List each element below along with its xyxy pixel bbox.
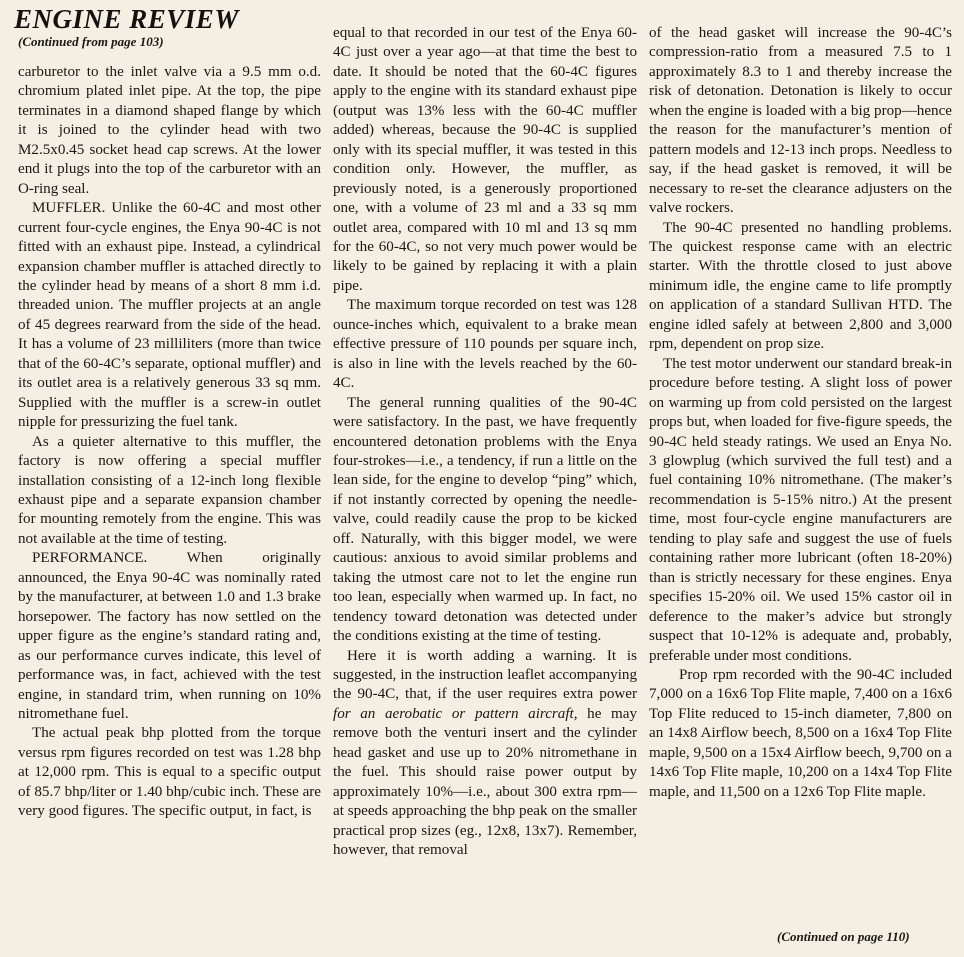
paragraph-warning [333, 647, 637, 861]
paragraph: The 90-4C presented no handling problems. The quickest response came with an electric starter. With the throttle closed to just above minimum idle, the engine came to life promptly on application of a standard Sullivan HTD. The engine idled safely at between 2,800 and 3,000 rpm, dependent on prop size. [649, 219, 952, 353]
paragraph: The test motor underwent our standard break-in procedure before testing. A slight loss of power on warming up from cold persisted on the largest props but, when loaded for five-figure speeds, the 90-4C held steady ratings. We used an Enya No. 3 glowplug (which survived the full test) and a fuel containing 10% nitromethane. (The maker’s recommendation is 5-15% nitro.) At the present time, most four-cycle engine manufacturers are tending to play safe and suggest the use of fuels containing rather more lubricant (often 18-20%) than is strictly necessary for these engines. Enya specifies 15-20% oil. We used 15% castor oil in deference to the maker’s advice but strongly suspect that 10-12% is adequate and, probably, preferable under most conditions. [649, 355, 952, 664]
paragraph-muffler: MUFFLER. Unlike the 60-4C and most other current four-cycle engines, the Enya 90-4C is not fitted with an exhaust pipe. Instead, a cylindrical expansion chamber muffler is attached directly to the cylinder head by means of a short 8 mm i.d. threaded union. The muffler projects at an angle of 45 degrees rearward from the side of the head. It has a volume of 23 milliliters (more than twice that of the 60-4C’s separate, optional muffler) and its outlet area is a relatively generous 33 sq mm. Supplied with the muffler is a screw-in outlet nipple for pressurizing the fuel tank. [18, 200, 321, 431]
article-title: ENGINE REVIEW [14, 4, 239, 34]
article-header [14, 4, 324, 49]
column-1 [18, 63, 321, 822]
paragraph: of the head gasket will increase the 90-4C’s compression-ratio from a measured 7.5 to 1 approximately 8.3 to 1 and thereby increase the risk of detonation. Detonation is likely to occur when the engine is loaded with a big prop—hence the reason for the manufacturer’s mention of pattern models and 12-13 inch props. Needless to say, if the head gasket is removed, it will be necessary to re-set the clearance adjusters on the valve rockers. [649, 25, 952, 217]
paragraph: The general running qualities of the 90-4C were satisfactory. In the past, we have frequently encountered detonation problems with the Enya four-strokes—i.e., a tendency, if run a little on the lean side, for the engine to develop “ping” which, if not instantly corrected by opening the needle-valve, could readily cause the prop to be kicked off. Naturally, with this bigger model, we were cautious: anxious to avoid similar problems and taking the utmost care not to let the engine run too lean, especially when warmed up. In fact, no tendency toward detonation was detected under the conditions existing at the time of testing. [333, 394, 637, 645]
paragraph: The actual peak bhp plotted from the torque versus rpm figures recorded on test was 1.28 bhp at 12,000 rpm. This is equal to a specific output of 85.7 bhp/liter or 1.40 bhp/cubic inch. These are very good figures. The specific output, in fact, is [18, 725, 321, 820]
paragraph: equal to that recorded in our test of the Enya 60-4C just over a year ago—at that time the best to date. It should be noted that the 60-4C figures apply to the engine with its standard exhaust pipe (output was 13% less with the 60-4C muffler added) whereas, because the 90-4C is supplied only with its special muffler, it was tested in this condition only. However, the muffler, as previously noted, is a generously proportioned one, with a volume of 23 ml and a 33 sq mm outlet area, compared with 10 ml and 13 sq mm for the 60-4C, so not very much power would be likely to be gained by replacing it with a plain pipe. [333, 25, 637, 294]
paragraph: As a quieter alternative to this muffler, the factory is now offering a special muffler installation consisting of a 12-inch long flexible exhaust pipe and a separate expansion chamber for mounting remotely from the engine. This was not available at the time of testing. [18, 433, 321, 547]
continued-on-note: (Continued on page 110) [777, 929, 910, 944]
text-run: he may remove both the venturi insert and the cylinder head gasket and use up to 20% nitromethane in the fuel. This should raise power output by approximately 10%—i.e., about 300 extra rpm—at speeds approaching the bhp peak on the smaller practical prop sizes (eg., 12x8, 13x7). Remember, however, that removal [333, 705, 638, 859]
paragraph-prop-rpm: Prop rpm recorded with the 90-4C included 7,000 on a 16x6 Top Flite maple, 7,400 on a 16x6 Top Flite reduced to 15-inch diameter, 7,800 on an 14x8 Airflow beech, 8,500 on a 16x4 Top Flite maple, 9,500 on a 15x4 Airflow beech, 9,700 on a 14x6 Top Flite maple, 10,200 on a 14x4 Top Flite maple, and 11,500 on a 12x6 Top Flite maple. [649, 666, 952, 800]
continued-from-note: (Continued from page 103) [18, 34, 164, 49]
emphasis-text: for an aerobatic or pattern aircraft, [333, 705, 578, 722]
paragraph-performance: PERFORMANCE. When originally announced, the Enya 90-4C was nominally rated by the manufacturer, at between 1.0 and 1.3 brake horsepower. The factory has now settled on the upper figure as the engine’s standard rating and, as our performance curves indicate, this level of performance was, in fact, achieved with the test engine, in standard trim, when running on 10% nitromethane fuel. [18, 550, 321, 722]
text-run: Here it is worth adding a warning. It is suggested, in the instruction leaflet accompanying the 90-4C, that, if the user requires extra power [333, 647, 637, 703]
column-3 [649, 24, 952, 802]
paragraph: carburetor to the inlet valve via a 9.5 mm o.d. chromium plated inlet pipe. At the top, the pipe terminates in a diamond shaped flange by which it is joined to the cylinder head with two M2.5x0.45 socket head cap screws. At the lower end it plugs into the top of the carburetor with an O-ring seal. [18, 64, 321, 197]
paragraph: The maximum torque recorded on test was 128 ounce-inches which, equivalent to a brake mean effective pressure of 110 pounds per square inch, is also in line with the levels reached by the 60-4C. [333, 297, 637, 392]
column-2 [333, 24, 637, 860]
